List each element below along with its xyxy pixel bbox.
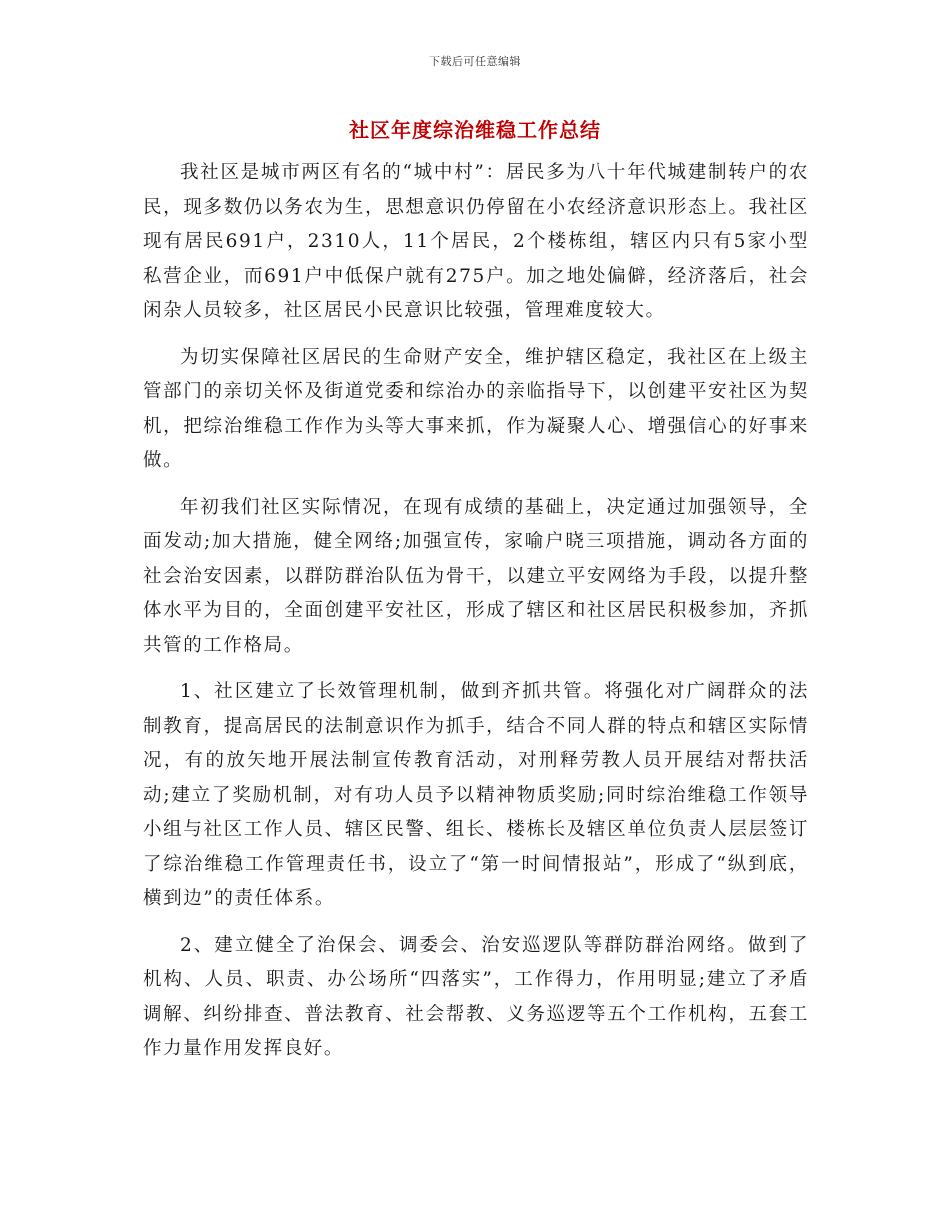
paragraph-intro: 我社区是城市两区有名的“城中村”：居民多为八十年代城建制转户的农民，现多数仍以务农为生，思想意识仍停留在小农经济意识形态上。我社区现有居民691户，2310人，11个居民，2个楼栋组，辖区内只有5家小型私营企业，而691户中低保户就有275户。加之地处偏僻，经济落后，社会闲杂人员较多，社区居民小民意识比较强，管理难度较大。 — [143, 162, 809, 321]
paragraph-item-1: 1、社区建立了长效管理机制，做到齐抓共管。将强化对广阔群众的法制教育，提高居民的法制意识作为抓手，结合不同人群的特点和辖区实际情况，有的放矢地开展法制宣传教育活动，对刑释劳教人员开展结对帮扶活动;建立了奖励机制，对有功人员予以精神物质奖励;同时综治维稳工作领导小组与社区工作人员、辖区民警、组长、楼栋长及辖区单位负责人层层签订了综治维稳工作管理责任书，设立了“第一时间情报站”，形成了“纵到底，横到边”的责任体系。 — [143, 681, 809, 909]
paragraph-item-2: 2、建立健全了治保会、调委会、治安巡逻队等群防群治网络。做到了机构、人员、职责、办公场所“四落实”，工作得力，作用明显;建立了矛盾调解、纠纷排查、普法教育、社会帮教、义务巡逻等五个工作机构，五套工作力量作用发挥良好。 — [143, 934, 809, 1059]
paragraph-purpose: 为切实保障社区居民的生命财产安全，维护辖区稳定，我社区在上级主管部门的亲切关怀及街道党委和综治办的亲临指导下，以创建平安社区为契机，把综治维稳工作作为头等大事来抓，作为凝聚人心、增强信心的好事来做。 — [143, 346, 809, 471]
document-body — [143, 156, 809, 1079]
header-note: 下载后可任意编辑 — [429, 55, 521, 68]
document-title: 社区年度综治维稳工作总结 — [349, 118, 601, 142]
paragraph-measures: 年初我们社区实际情况，在现有成绩的基础上，决定通过加强领导，全面发动;加大措施，健全网络;加强宣传，家喻户晓三项措施，调动各方面的社会治安因素，以群防群治队伍为骨干，以建立平安网络为手段，以提升整体水平为目的，全面创建平安社区，形成了辖区和社区居民积极参加，齐抓共管的工作格局。 — [143, 496, 809, 656]
